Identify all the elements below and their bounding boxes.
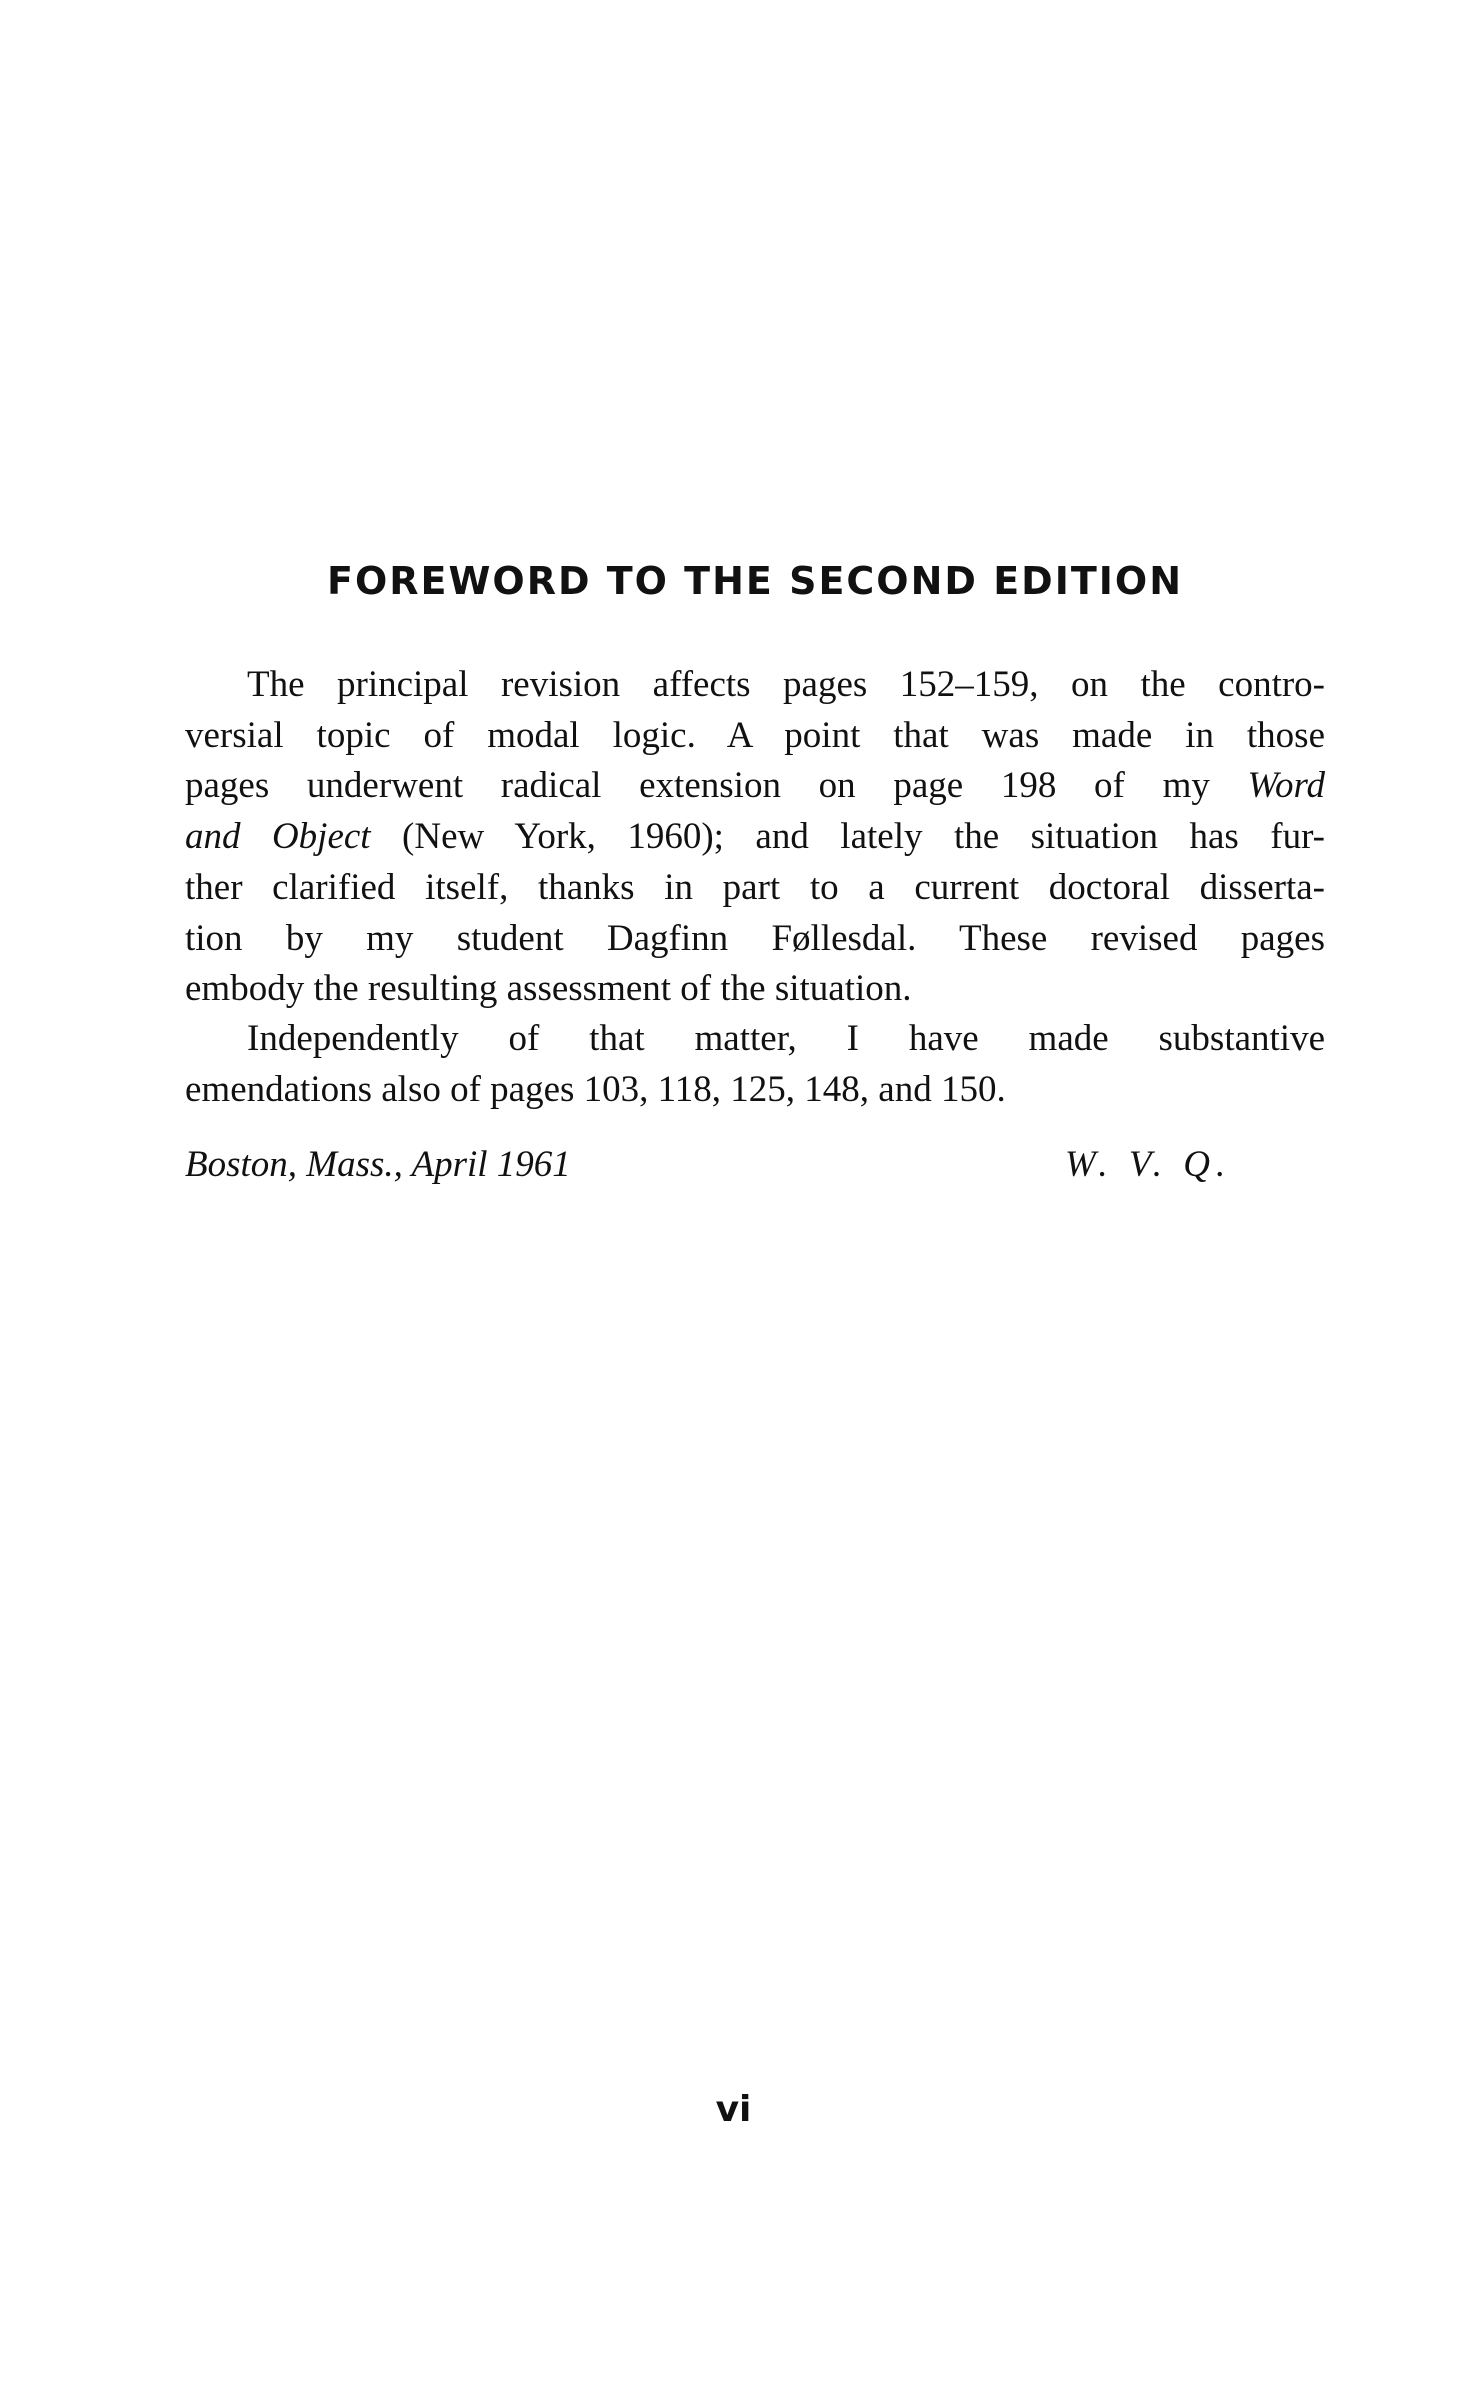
- book-title-and-object: and Object: [185, 816, 371, 858]
- paragraph-line: tion by my student Dagfinn Føllesdal. These revised pages: [185, 917, 1325, 959]
- paragraph-line: embody the resulting assessment of the situation.: [185, 968, 912, 1010]
- paragraph-line: [185, 812, 1325, 863]
- place-and-date: Boston, Mass., April 1961: [185, 1144, 571, 1185]
- paragraph-line: emendations also of pages 103, 118, 125, 148, and 150.: [185, 1068, 1006, 1110]
- paragraph-text: (New York, 1960); and lately the situation has fur-: [370, 816, 1326, 858]
- page-number: vi: [715, 2089, 752, 2130]
- paragraph-text: pages underwent radical extension on page 198 of my: [185, 765, 1248, 807]
- paragraph-line: [185, 761, 1325, 812]
- paragraph-line: The principal revision affects pages 152–159, on the contro-: [247, 664, 1325, 705]
- foreword-paragraph-1: [185, 660, 1325, 1015]
- signature-row: [185, 1140, 1325, 1190]
- section-heading: FOREWORD TO THE SECOND EDITION: [327, 559, 1183, 603]
- author-initials: W. V. Q.: [1065, 1144, 1232, 1185]
- foreword-paragraph-2: [185, 1014, 1325, 1115]
- book-title-word: Word: [1247, 765, 1325, 807]
- paragraph-line: ther clarified itself, thanks in part to a current doctoral disserta-: [185, 866, 1325, 908]
- paragraph-line: versial topic of modal logic. A point that was made in those: [185, 714, 1325, 756]
- paragraph-line: Independently of that matter, I have made substantive: [247, 1018, 1325, 1059]
